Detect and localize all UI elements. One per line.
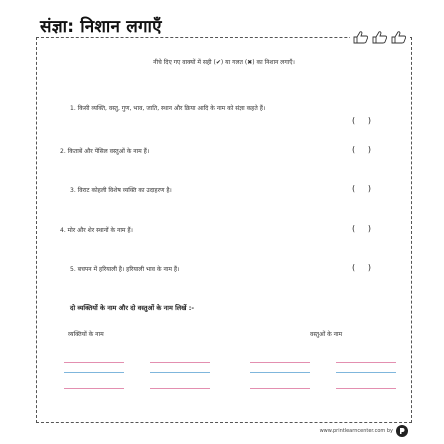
question-number: 3. [70, 187, 76, 194]
answer-box-1[interactable]: ( ) [352, 116, 371, 125]
question-5 [70, 265, 179, 273]
section-heading: दो व्यक्तियों के नाम और दो वस्तुओं के नाम लिखें :- [70, 304, 195, 312]
printable-logo-icon [396, 425, 408, 437]
thumbs-up-icon [352, 30, 370, 44]
writing-line[interactable] [150, 388, 210, 389]
writing-line[interactable] [336, 362, 396, 363]
writing-line[interactable] [64, 362, 124, 363]
writing-line[interactable] [336, 372, 396, 373]
question-3 [70, 186, 172, 194]
worksheet-title: संज्ञा: निशान लगाएँ [40, 17, 162, 37]
footer-site: www.printlearncenter.com by [319, 428, 393, 434]
thumbs-decoration [350, 30, 410, 44]
question-text: मोर और शेर स्थानों के नाम हैं। [67, 227, 133, 234]
persons-label: व्यक्तियों के नाम [68, 331, 104, 338]
writing-line[interactable] [250, 388, 310, 389]
question-2 [60, 147, 149, 155]
instruction-text: नीचे दिए गए वाक्यों में सही (✔) या गलत (✖) का निशान लगाएँ। [153, 59, 295, 66]
question-text: विराट कोहली विशेष व्यक्ति का उदाहरण है। [77, 187, 172, 194]
answer-box-3[interactable]: ( ) [352, 184, 371, 193]
answer-box-2[interactable]: ( ) [352, 145, 371, 154]
question-number: 2. [60, 148, 66, 155]
answer-box-4[interactable]: ( ) [352, 224, 371, 233]
question-4 [60, 226, 133, 234]
writing-line[interactable] [64, 372, 124, 373]
question-1 [70, 104, 265, 112]
question-text: किसी व्यक्ति, वस्तु, गुण, भाव, जाति, स्थान और क्रिया आदि के नाम को संज्ञा कहते हैं। [77, 105, 266, 112]
question-text: किताबें और पेंसिल वस्तुओं के नाम हैं। [67, 148, 150, 155]
thumbs-up-icon [390, 30, 408, 44]
writing-line[interactable] [336, 388, 396, 389]
footer [320, 425, 408, 437]
question-text: बचपन में हरियाली है। हरियाली भाव के नाम हैं। [77, 266, 180, 273]
writing-line[interactable] [64, 388, 124, 389]
writing-line[interactable] [150, 372, 210, 373]
writing-line[interactable] [250, 362, 310, 363]
question-number: 1. [70, 105, 76, 112]
writing-line[interactable] [150, 362, 210, 363]
question-number: 4. [60, 227, 66, 234]
answer-box-5[interactable]: ( ) [352, 263, 371, 272]
thumbs-up-icon [371, 30, 389, 44]
question-number: 5. [70, 266, 76, 273]
things-label: वस्तुओं के नाम [310, 331, 343, 338]
writing-line[interactable] [250, 372, 310, 373]
